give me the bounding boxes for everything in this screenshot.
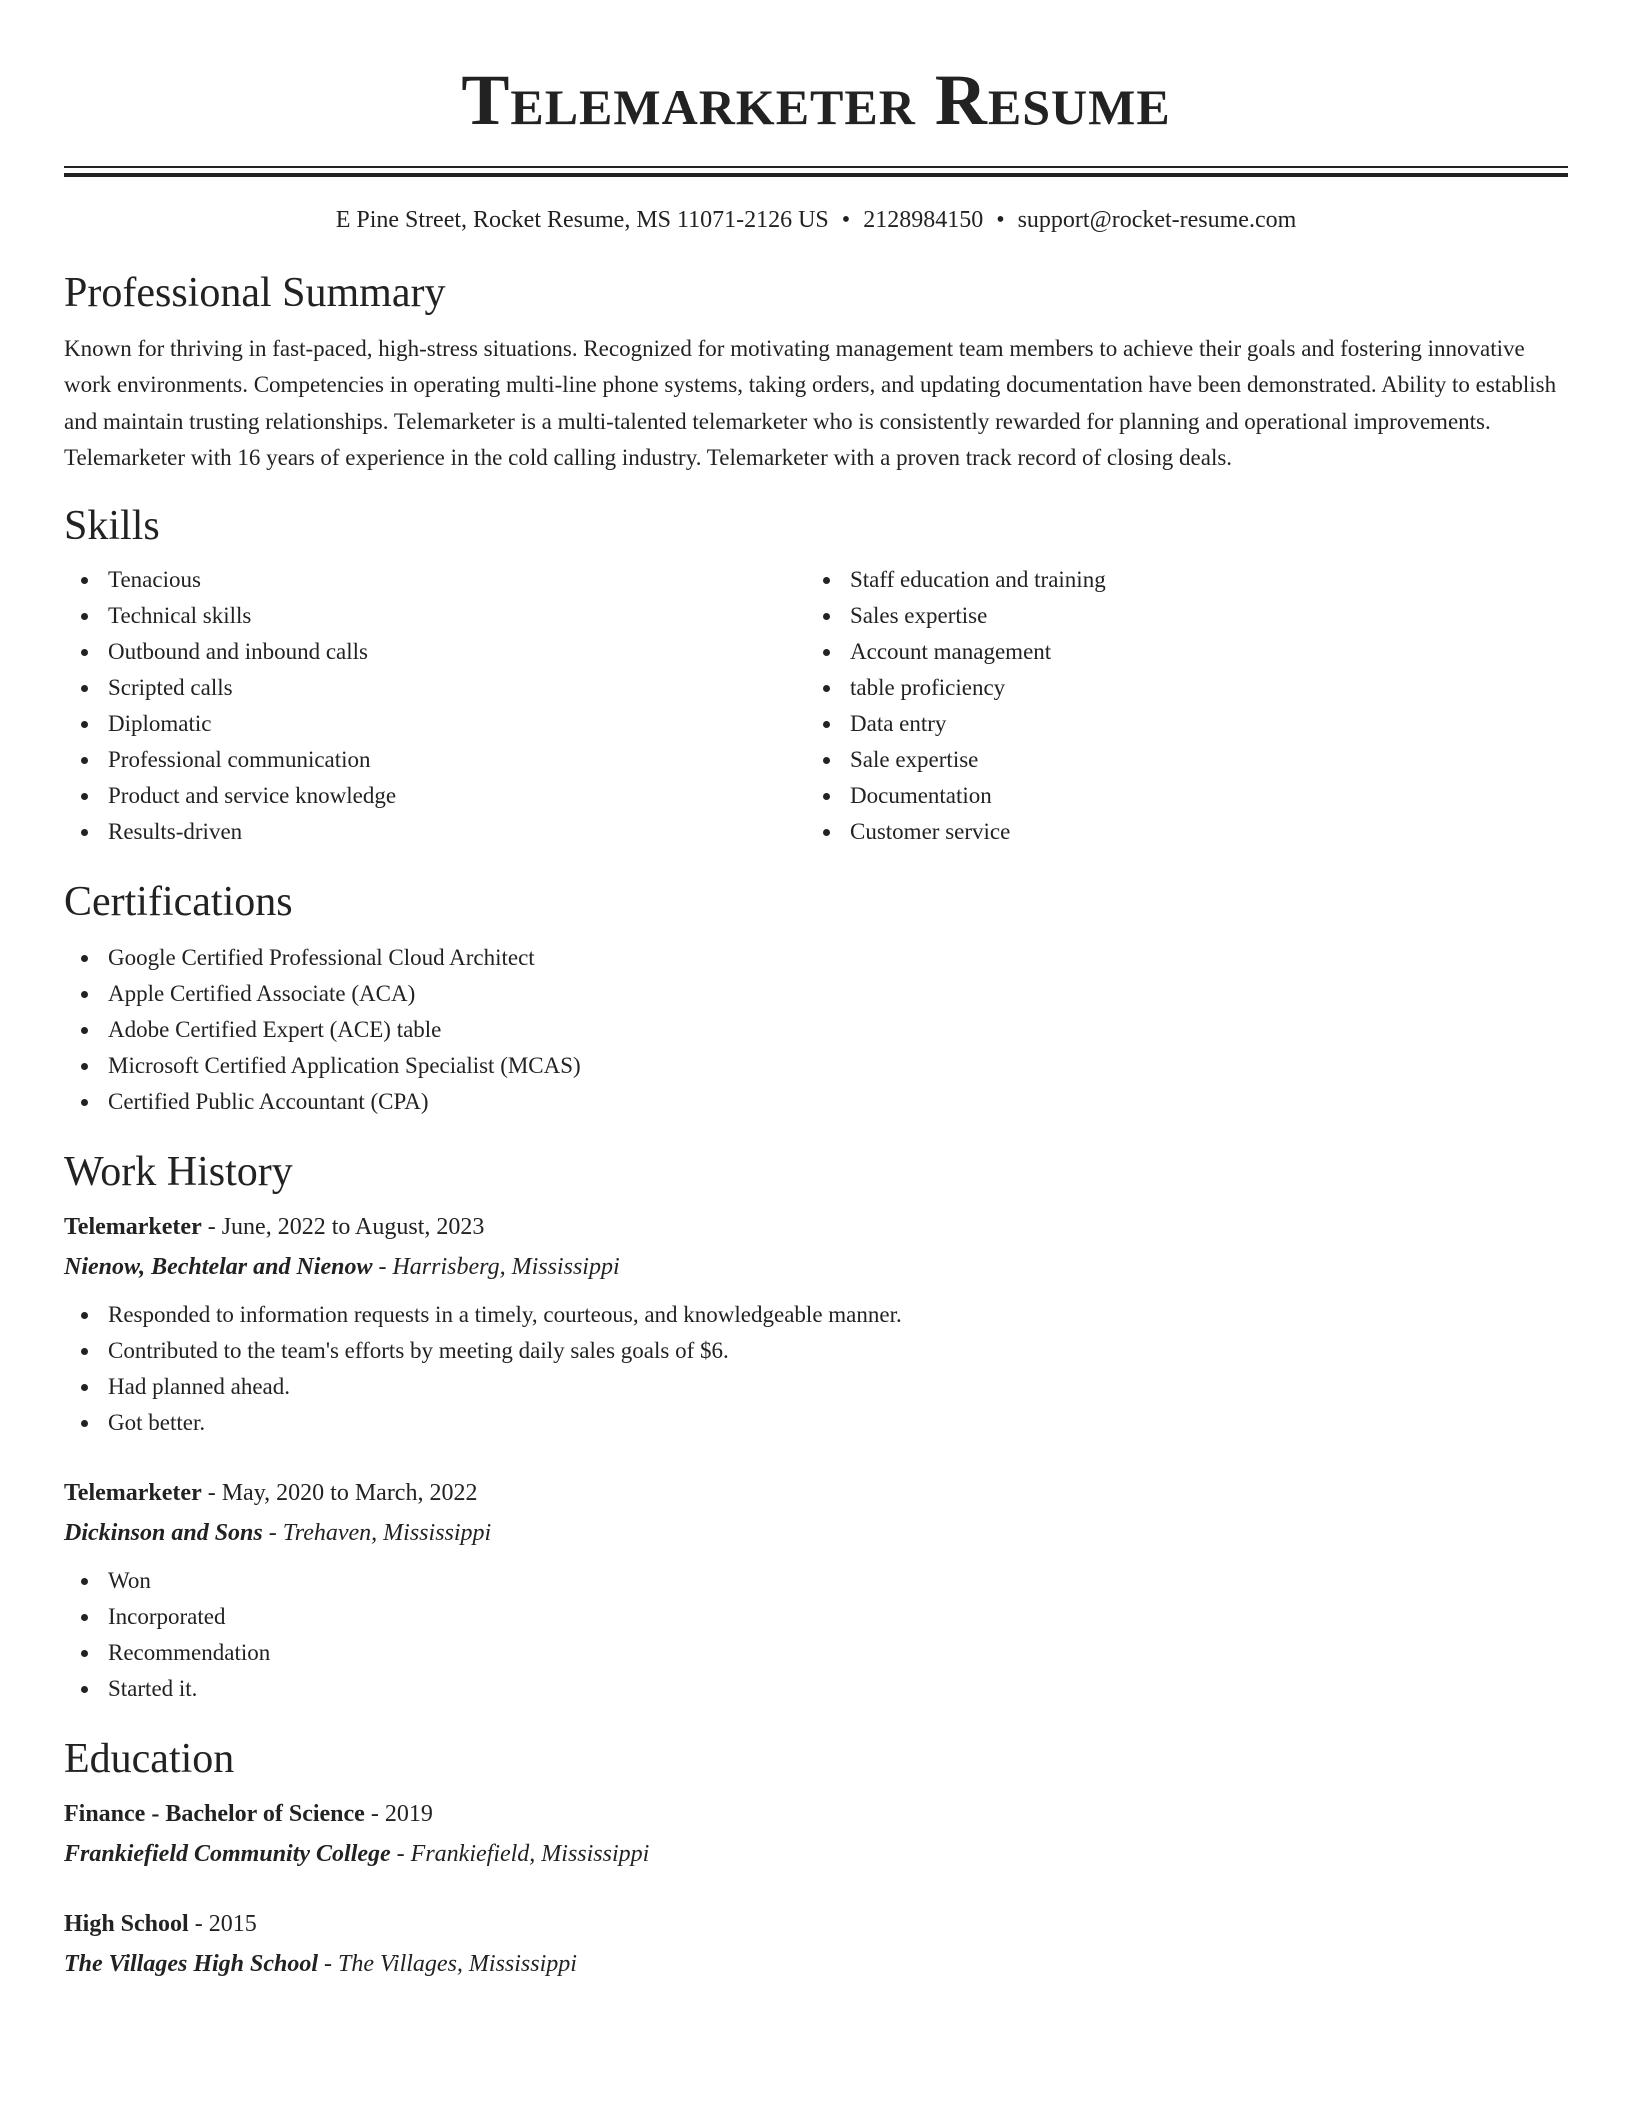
job-title-line: Telemarketer - May, 2020 to March, 2022 xyxy=(64,1480,478,1507)
skill-item: Tenacious xyxy=(64,562,806,598)
job-bullet-list xyxy=(64,1297,1568,1441)
school-location: Frankiefield, Mississippi xyxy=(410,1841,650,1868)
skill-item: Scripted calls xyxy=(64,670,806,706)
skill-item: Results-driven xyxy=(64,814,806,850)
job-entry xyxy=(64,1207,1568,1441)
school-line: The Villages High School - The Villages, Mississippi xyxy=(64,1951,577,1978)
skills-list-left xyxy=(64,562,806,850)
certification-item: Adobe Certified Expert (ACE) table xyxy=(64,1012,1568,1048)
contact-separator: • xyxy=(996,207,1005,233)
skill-item: Customer service xyxy=(806,814,1548,850)
job-bullet-list xyxy=(64,1563,1568,1707)
skill-item: Documentation xyxy=(806,778,1548,814)
job-bullet: Contributed to the team's efforts by meeting daily sales goals of $6. xyxy=(64,1333,1568,1369)
graduation-year: 2019 xyxy=(384,1801,433,1828)
summary-text: Known for thriving in fast-paced, high-stress situations. Recognized for motivating management team members to achieve their goals and fostering innovative work environments. Competencies in operating multi-line phone systems, taking orders, and updating documentation have been demonstrated. Ability to establish and maintain trusting relationships. Telemarketer is a multi-talented telemarketer who is consistently rewarded for planning and operational improvements. Telemarketer with 16 years of experience in the cold calling industry. Telemarketer with a proven track record of closing deals. xyxy=(64,336,1557,470)
skills-columns xyxy=(64,562,1568,850)
job-bullet: Got better. xyxy=(64,1405,1568,1441)
certifications-section xyxy=(64,876,1568,1120)
certifications-list xyxy=(64,940,1568,1120)
job-location: Harrisberg, Mississippi xyxy=(392,1254,620,1281)
degree-line: Finance - Bachelor of Science - 2019 xyxy=(64,1801,433,1828)
job-entry xyxy=(64,1473,1568,1707)
job-bullet: Started it. xyxy=(64,1671,1568,1707)
certifications-heading: Certifications xyxy=(64,879,293,926)
resume-title: Telemarketer Resume xyxy=(461,60,1171,140)
education-heading: Education xyxy=(64,1736,235,1783)
degree: High School xyxy=(64,1911,189,1938)
education-entry xyxy=(64,1904,1568,1984)
contact-email: support@rocket-resume.com xyxy=(1017,207,1297,233)
skill-item: table proficiency xyxy=(806,670,1548,706)
job-company: Nienow, Bechtelar and Nienow xyxy=(64,1254,373,1281)
skill-item: Technical skills xyxy=(64,598,806,634)
school-name: Frankiefield Community College xyxy=(64,1841,391,1868)
summary-section xyxy=(64,267,1568,476)
title-double-rule xyxy=(64,166,1568,177)
job-place-line: Dickinson and Sons - Trehaven, Mississippi xyxy=(64,1520,492,1547)
job-location: Trehaven, Mississippi xyxy=(282,1520,492,1547)
certification-item: Microsoft Certified Application Specialist (MCAS) xyxy=(64,1048,1568,1084)
skill-item: Diplomatic xyxy=(64,706,806,742)
job-bullet: Won xyxy=(64,1563,1568,1599)
job-title-line: Telemarketer - June, 2022 to August, 2023 xyxy=(64,1214,485,1241)
skill-item: Sales expertise xyxy=(806,598,1548,634)
skills-heading: Skills xyxy=(64,503,160,550)
contact-line xyxy=(64,203,1568,237)
school-line: Frankiefield Community College - Frankiefield, Mississippi xyxy=(64,1841,650,1868)
work-history-heading: Work History xyxy=(64,1149,293,1196)
work-history-section xyxy=(64,1146,1568,1707)
skill-item: Product and service knowledge xyxy=(64,778,806,814)
job-place-line: Nienow, Bechtelar and Nienow - Harrisberg, Mississippi xyxy=(64,1254,620,1281)
school-location: The Villages, Mississippi xyxy=(338,1951,577,1978)
skill-item: Sale expertise xyxy=(806,742,1548,778)
certification-item: Apple Certified Associate (ACA) xyxy=(64,976,1568,1012)
job-title: Telemarketer xyxy=(64,1480,202,1507)
contact-address: E Pine Street, Rocket Resume, MS 11071-2126 US xyxy=(335,207,829,233)
certification-item: Certified Public Accountant (CPA) xyxy=(64,1084,1568,1120)
education-entry xyxy=(64,1794,1568,1874)
skill-item: Outbound and inbound calls xyxy=(64,634,806,670)
graduation-year: 2015 xyxy=(208,1911,257,1938)
job-bullet: Incorporated xyxy=(64,1599,1568,1635)
job-dates: June, 2022 to August, 2023 xyxy=(221,1214,485,1241)
job-bullet: Responded to information requests in a timely, courteous, and knowledgeable manner. xyxy=(64,1297,1568,1333)
certification-item: Google Certified Professional Cloud Architect xyxy=(64,940,1568,976)
summary-heading: Professional Summary xyxy=(64,270,446,316)
contact-phone: 2128984150 xyxy=(863,207,984,233)
job-dates: May, 2020 to March, 2022 xyxy=(221,1480,478,1507)
skill-item: Staff education and training xyxy=(806,562,1548,598)
skill-item: Professional communication xyxy=(64,742,806,778)
job-company: Dickinson and Sons xyxy=(64,1520,263,1547)
contact-separator: • xyxy=(841,207,851,233)
job-bullet: Recommendation xyxy=(64,1635,1568,1671)
education-section xyxy=(64,1733,1568,1984)
job-title: Telemarketer xyxy=(64,1214,202,1241)
school-name: The Villages High School xyxy=(64,1951,319,1978)
skills-list-right xyxy=(806,562,1548,850)
skill-item: Account management xyxy=(806,634,1548,670)
skills-section xyxy=(64,500,1568,850)
job-bullet: Had planned ahead. xyxy=(64,1369,1568,1405)
skill-item: Data entry xyxy=(806,706,1548,742)
degree: Finance - Bachelor of Science xyxy=(64,1801,365,1828)
resume-page xyxy=(64,0,1568,1984)
degree-line: High School - 2015 xyxy=(64,1911,257,1938)
